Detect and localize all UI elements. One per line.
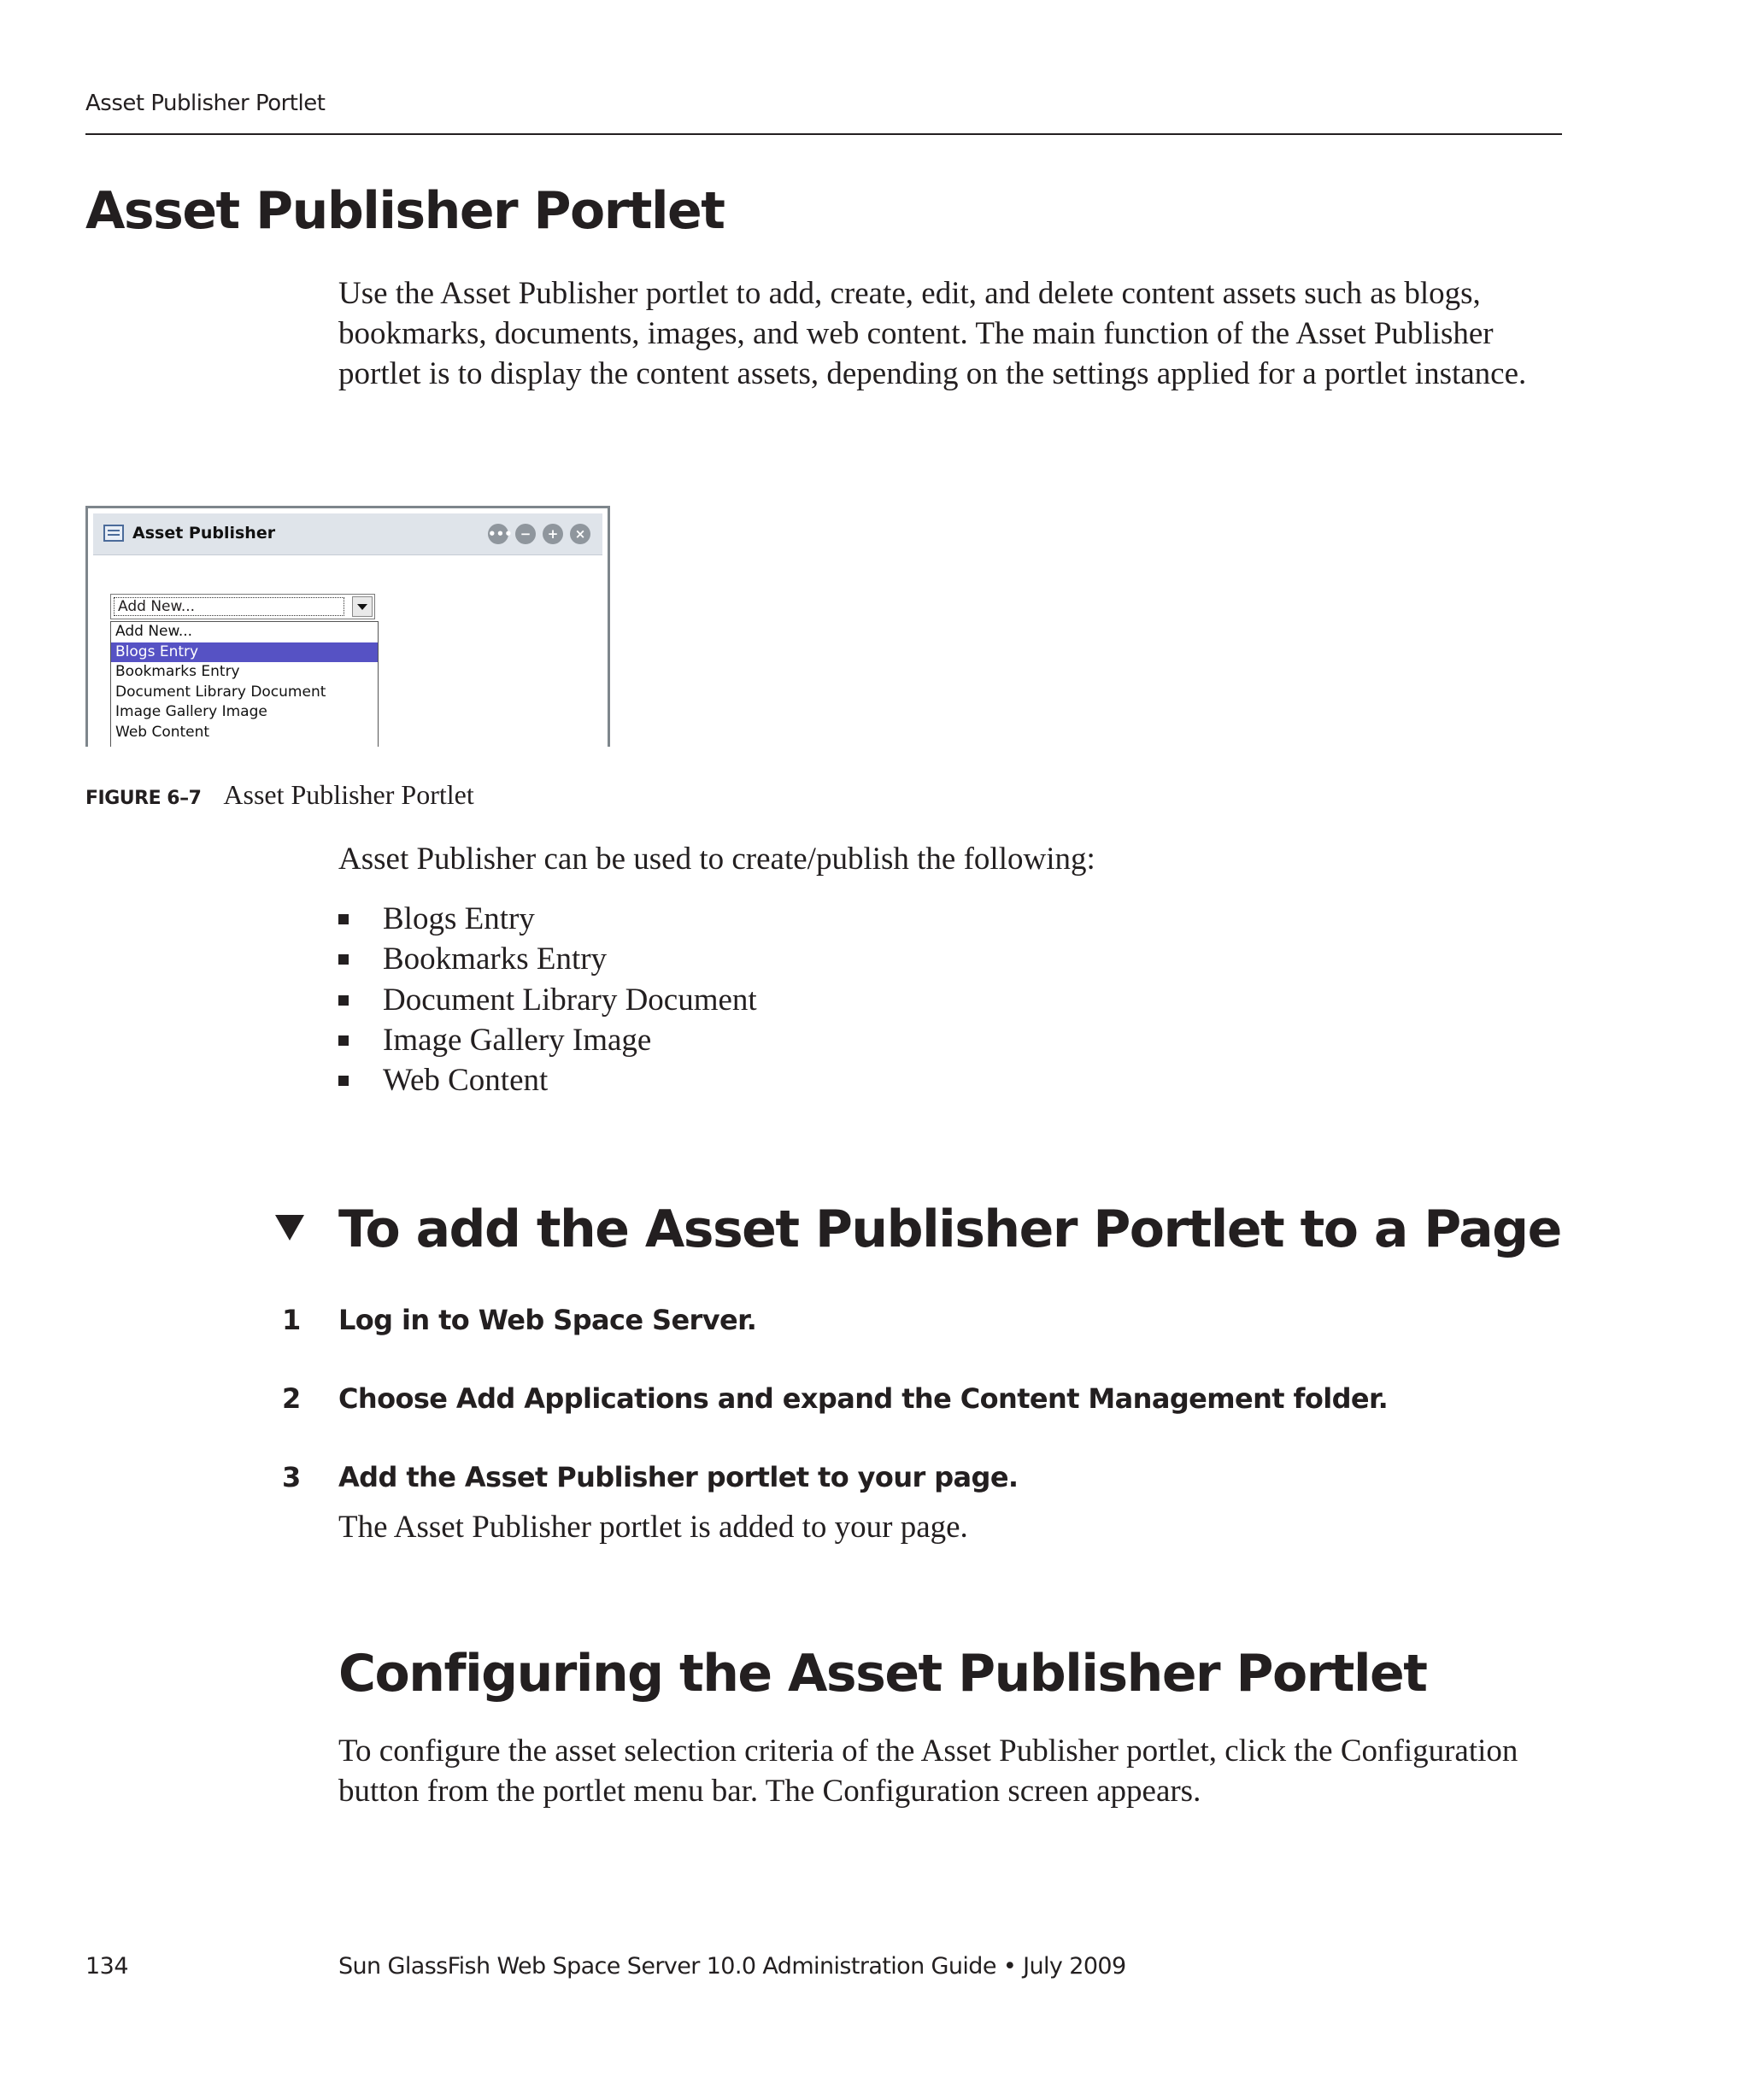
intro-paragraph: Use the Asset Publisher portlet to add, create, edit, and delete content assets such as blogs, bookmarks, documents, images, and web content. The main function of the Asset Publisher portlet is to display the content assets, depending on the settings applied for a portlet instance. xyxy=(338,276,1527,391)
select-options-list xyxy=(110,621,379,747)
list-item: Image Gallery Image xyxy=(338,1020,757,1060)
step-result: The Asset Publisher portlet is added to your page. xyxy=(338,1510,968,1545)
asset-list xyxy=(338,899,757,1100)
page-title: Asset Publisher Portlet xyxy=(85,181,725,241)
select-option[interactable]: Document Library Document xyxy=(115,683,326,701)
portlet-icon xyxy=(103,525,124,542)
running-header: Asset Publisher Portlet xyxy=(85,91,326,116)
config-paragraph: To configure the asset selection criteria of the Asset Publisher portlet, click the Configuration button from the portlet menu bar. The Configuration screen appears. xyxy=(338,1733,1518,1809)
procedure-triangle-icon xyxy=(275,1215,304,1241)
step-number: 3 xyxy=(282,1461,302,1493)
list-item: Blogs Entry xyxy=(338,899,757,939)
select-option[interactable]: Image Gallery Image xyxy=(115,703,267,720)
figure-caption-text: Asset Publisher Portlet xyxy=(223,779,474,810)
select-option[interactable]: Bookmarks Entry xyxy=(115,663,240,680)
section-title: Configuring the Asset Publisher Portlet xyxy=(338,1644,1427,1704)
footer-title: Sun GlassFish Web Space Server 10.0 Administration Guide • July 2009 xyxy=(338,1953,1126,1980)
list-item: Web Content xyxy=(338,1060,757,1100)
more-icon[interactable]: ••• xyxy=(488,524,508,544)
minimize-icon[interactable]: − xyxy=(515,524,536,544)
figure-caption xyxy=(85,779,474,811)
select-option[interactable]: Web Content xyxy=(115,723,210,741)
step-number: 2 xyxy=(282,1382,302,1415)
procedure-title: To add the Asset Publisher Portlet to a Page xyxy=(338,1200,1561,1259)
list-item: Bookmarks Entry xyxy=(338,939,757,979)
step-number: 1 xyxy=(282,1304,302,1336)
dropdown-arrow-icon[interactable] xyxy=(352,596,373,617)
page-number: 134 xyxy=(85,1953,129,1980)
step-text: Add the Asset Publisher portlet to your page. xyxy=(338,1461,1019,1493)
select-option-selected[interactable]: Blogs Entry xyxy=(111,642,378,663)
select-value: Add New... xyxy=(114,597,344,616)
step-text: Log in to Web Space Server. xyxy=(338,1304,757,1336)
portlet-title: Asset Publisher xyxy=(132,524,276,543)
step-text: Choose Add Applications and expand the Content Management folder. xyxy=(338,1382,1389,1415)
select-option[interactable]: Add New... xyxy=(115,623,193,640)
close-icon[interactable]: × xyxy=(570,524,590,544)
maximize-icon[interactable]: + xyxy=(543,524,563,544)
figure-screenshot xyxy=(85,506,610,747)
portlet-titlebar xyxy=(93,513,602,555)
list-item: Document Library Document xyxy=(338,980,757,1020)
figure-label: FIGURE 6–7 xyxy=(85,788,202,809)
add-new-select[interactable] xyxy=(110,594,375,619)
lead-in-paragraph: Asset Publisher can be used to create/publish the following: xyxy=(338,842,1095,877)
header-rule xyxy=(85,133,1562,135)
